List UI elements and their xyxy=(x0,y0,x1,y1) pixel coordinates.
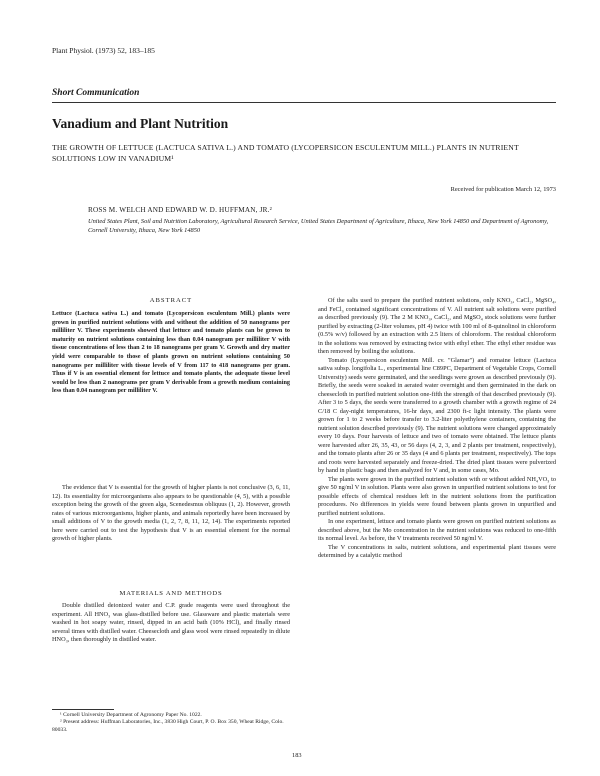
page-number: 183 xyxy=(292,752,302,759)
right-paragraph-1: Of the salts used to prepare the purified nutrient solutions, only KNO₃, CaCl₂, MgSO₄, and FeCl₃ contained significant concentrations of V. All nutrient salt solutions were purified as described previously (9). The 2 M KNO₃, CaCl₂, and MgSO₄ stock solutions were further purified by extracting (2-liter volumes, pH 4) twice with 100 ml of 8-quinolinol in chloroform (0.5% w/v) followed by an extraction with 2.5 liters of chloroform. The residual chloroform in the solutions was removed by extracting twice with ethyl ether. The ethyl ether residue was then removed by boiling the solutions. xyxy=(318,297,556,355)
intro-paragraph: The evidence that V is essential for the growth of higher plants is not conclusive (3, 6, 11, 12). Its essentiality for microorganisms also appears to be questionable (4, 5), with a possible exception being the growth of the green alga, Scenedesmus obliquus (1, 2). However, growth rates of various microorganisms, higher plants, and animals reportedly have been increased by small additions of V to the growth media (1, 2, 7, 8, 11, 12, 14). The experiments reported here were carried out to test the hypothesis that V is an essential element for the normal growth of higher plants. xyxy=(52,484,290,542)
affiliation: United States Plant, Soil and Nutrition Laboratory, Agricultural Research Service, United States Department of Agriculture, Ithaca, New York 14850 and Department of Agronomy, Cornell University, Ithaca, New York 14850 xyxy=(88,218,549,235)
journal-citation: Plant Physiol. (1973) 52, 183–185 xyxy=(52,46,155,55)
abstract-heading: ABSTRACT xyxy=(149,297,193,304)
footnote-2: ² Present address: Huffman Laboratories, Inc., 3830 High Court, P. O. Box 350, Wheat Ridge, Colo. 80033. xyxy=(52,719,284,733)
header-rule xyxy=(52,102,556,103)
section-label: Short Communication xyxy=(52,88,140,98)
right-paragraph-3: The plants were grown in the purified nutrient solution with or without added NH₄VO₃ to give 50 ng/ml V in solution. Plants were also grown in unpurified nutrient solutions to test for possible effects of chemical residues left in the nutrient solutions from the purification procedures. No differences in yields were found between plants grown in unpurified and purified nutrient solutions. xyxy=(318,475,556,517)
authors: ROSS M. WELCH AND EDWARD W. D. HUFFMAN, JR.² xyxy=(88,206,272,214)
methods-paragraph: Double distilled deionized water and C.P. grade reagents were used throughout the experiment. All HNO₃ was glass-distilled before use. Glassware and plastic materials were washed in hot soapy water, rinsed, dipped in an acid bath (10% HCl), and finally rinsed several times with distilled water. Cheesecloth and glass wool were rinsed repeatedly in dilute HNO₃, then thoroughly in distilled water. xyxy=(52,602,290,643)
methods-section xyxy=(52,602,290,645)
methods-heading: MATERIALS AND METHODS xyxy=(119,590,223,597)
footnote-rule xyxy=(52,709,114,710)
footnote-1: ¹ Cornell University Department of Agronomy Paper No. 1022. xyxy=(60,712,202,718)
footnotes xyxy=(52,712,290,734)
right-column xyxy=(318,297,556,561)
right-paragraph-5: The V concentrations in salts, nutrient solutions, and experimental plant tissues were determined by a catalytic method xyxy=(318,543,556,559)
abstract-text: Lettuce (Lactuca sativa L.) and tomato (Lycopersicon esculentum Mill.) plants were grown in purified nutrient solutions with and without the addition of 50 nanograms per milliliter V. These experiments showed that lettuce and tomato plants can be grown to maturity on nutrient solutions containing less than 0.04 nanogram per milliliter V with tissue concentrations of less than 2 to 18 nanograms per gram V. Growth and dry matter yield were comparable to those of plants grown on nutrient solutions containing 50 nanograms per milliliter with tissue levels of V from 117 to 418 nanograms per gram. Thus if V is an essential element for lettuce and tomato plants, the adequate tissue level would be less than 2 nanograms per gram V derivable from a growth medium containing less than 0.04 nanogram per milliliter V. xyxy=(52,310,290,395)
right-paragraph-4: In one experiment, lettuce and tomato plants were grown on purified nutrient solutions as described above, but the Mo concentration in the nutrient solutions was reduced to one-fifth its normal level. As before, the V treatments received 50 ng/ml V. xyxy=(318,518,556,542)
right-paragraph-2: Tomato (Lycopersicon esculentum Mill. cv. "Glamar") and romaine lettuce (Lactuca sativa subsp. longifolia L., experimental line C89PC, Department of Vegetable Crops, Cornell University) seeds were germinated, and the seedlings were grown as described previously (9). Briefly, the seeds were soaked in aerated water overnight and then germinated in the dark on cheesecloth in purified nutrient solution one-fifth the strength of that described previously (9). After 3 to 5 days, the seeds were transferred to a growth chamber with a growth regime of 24 C/18 C day-night temperatures, 16-hr days, and 2300 ft-c light intensity. The plants were grown for 1 to 2 weeks before transfer to 3.2-liter polyethylene containers, containing the nutrient solution described previously (9). The nutrient solutions were changed approximately every 10 days. Four harvests of lettuce and two of tomato were obtained. The lettuce plants were harvested after 26, 35, 43, or 56 days (4, 2, 3, and 2 plants per treatment, respectively), and the tomato plants after 26 or 35 days (4 and 6 plants per treatment, respectively). The tops and roots were harvested separately and freeze-dried. The dried plant tissues were pulverized by hand in plastic bags and then analyzed for V and, in some cases, Mo. xyxy=(318,356,556,474)
received-date: Received for publication March 12, 1973 xyxy=(450,186,556,193)
paper-subtitle: THE GROWTH OF LETTUCE (LACTUCA SATIVA L.) AND TOMATO (LYCOPERSICON ESCULENTUM MILL.) PLANTS IN NUTRIENT SOLUTIONS LOW IN VANADIUM¹ xyxy=(52,143,519,163)
introduction xyxy=(52,484,290,544)
paper-title: Vanadium and Plant Nutrition xyxy=(52,116,229,131)
